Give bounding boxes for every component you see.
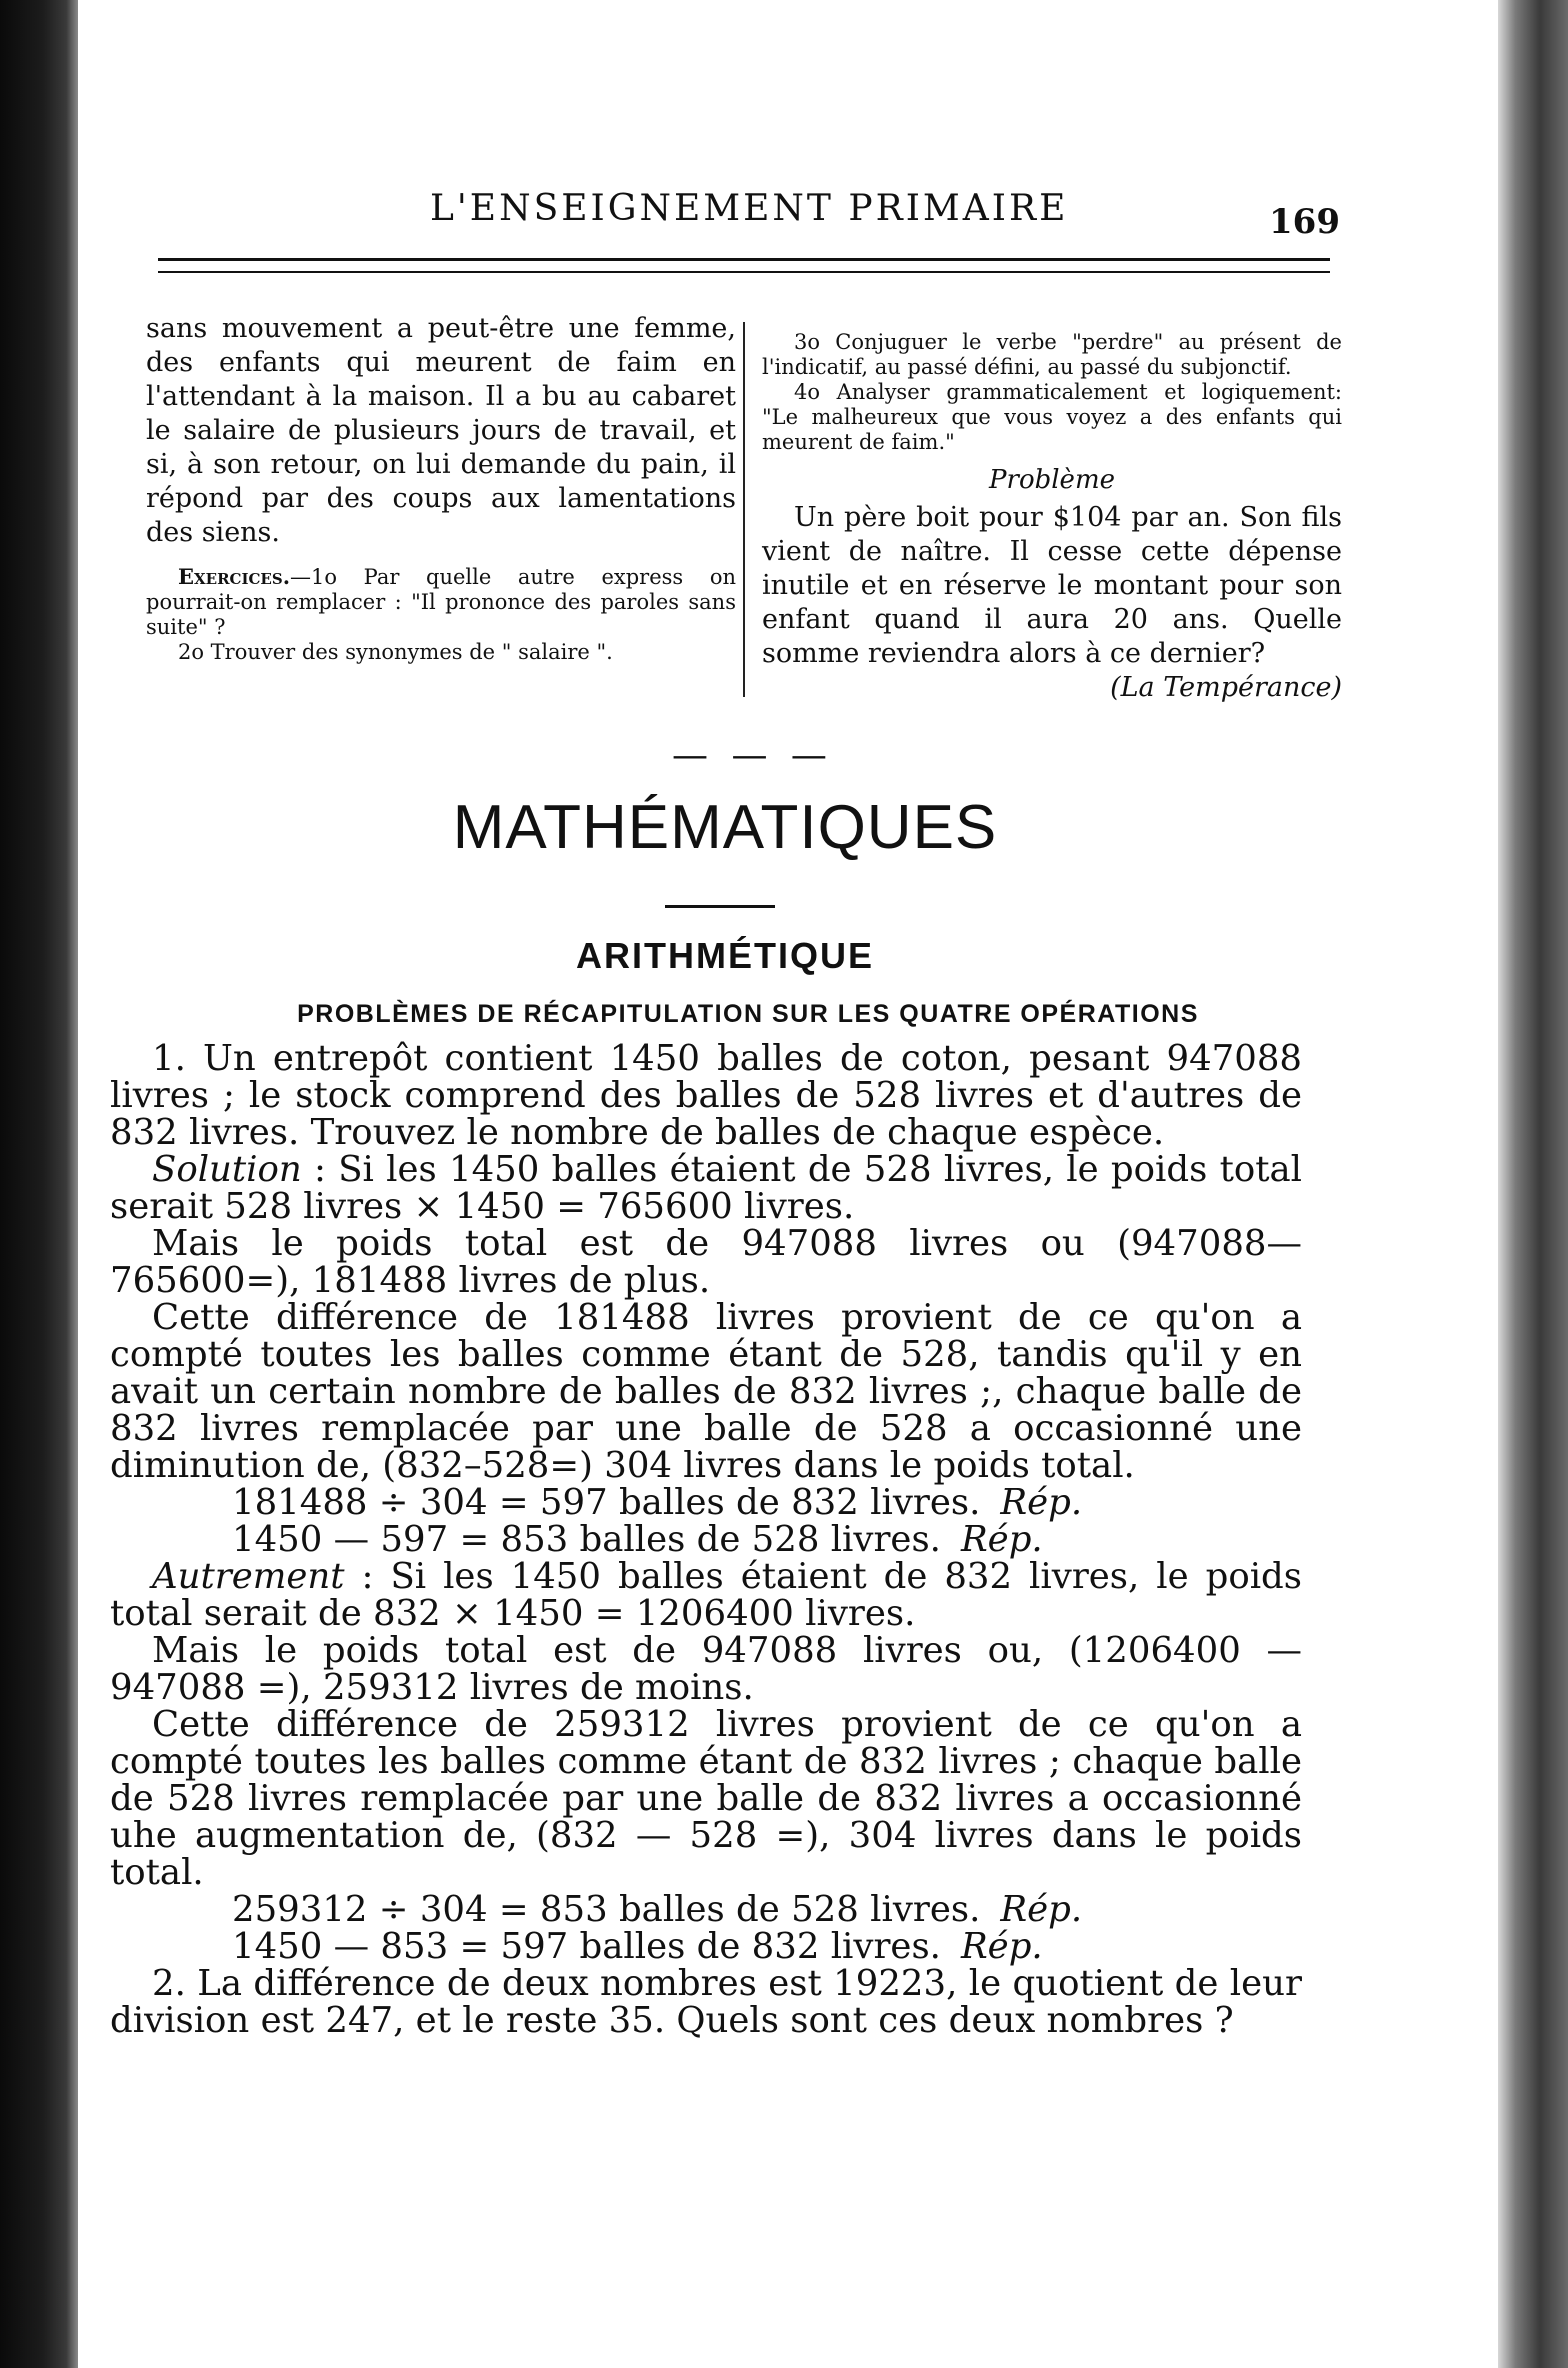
exercise-2: 2o Trouver des synonymes de " salaire ". <box>178 640 613 664</box>
problem1-solution <box>110 1151 1302 1225</box>
problem-text: Un père boit pour $104 par an. Son fils vient de naître. Il cesse cette dépense inutile et en réserve le montant pour son enfant quand il aura 20 ans. Quelle somme reviendra alors à ce dernier? <box>762 502 1342 669</box>
left-column <box>146 312 736 665</box>
solution-text: : Si les 1450 balles étaient de 528 livres, le poids total serait 528 livres × 1450 = 765600 livres. <box>110 1149 1302 1227</box>
problem2-statement: 2. La différence de deux nombres est 19223, le quotient de leur division est 247, et le reste 35. Quels sont ces deux nombres ? <box>110 1963 1302 2041</box>
subheading: PROBLÈMES DE RÉCAPITULATION SUR LES QUATRE OPÉRATIONS <box>297 1000 1199 1028</box>
calc-4-text: 1450 — 853 = 597 balles de 832 livres. <box>232 1926 941 1967</box>
left-paragraph: sans mouvement a peut-être une femme, des enfants qui meurent de faim en l'attendant à la maison. Il a bu au cabaret le salaire de plusieurs jours de travail, et si, à son retour, on lui demande du pain, il répond par des coups aux lamentations des siens. <box>146 313 736 548</box>
calc-2 <box>110 1521 1302 1558</box>
rep-label: Rép. <box>1000 1482 1083 1523</box>
problem1-autrement <box>110 1558 1302 1632</box>
page-number: 169 <box>1269 202 1340 242</box>
calc-2-text: 1450 — 597 = 853 balles de 528 livres. <box>232 1519 941 1560</box>
problem1-para6: Cette différence de 259312 livres provient de ce qu'on a compté toutes les balles comme étant de 832 livres ; chaque balle de 528 livres remplacée par une balle de 832 livres a occasionné uhe augmentation de, (832 — 528 =), 304 livres dans le poids total. <box>110 1704 1302 1893</box>
document-page <box>110 0 1340 2368</box>
column-divider <box>743 322 745 697</box>
problem1-para3: Cette différence de 181488 livres provient de ce qu'on a compté toutes les balles comme étant de 528, tandis qu'il y en avait un certain nombre de balles de 832 livres ;, chaque balle de 832 livres remplacée par une balle de 528 a occasionné une diminution de, (832–528=) 304 livres dans le poids total. <box>110 1297 1302 1486</box>
page-header <box>110 188 1340 248</box>
separator-dashes: — — — <box>672 735 833 776</box>
calc-4 <box>110 1928 1302 1965</box>
rep-label: Rép. <box>960 1519 1043 1560</box>
calc-3-text: 259312 ÷ 304 = 853 balles de 528 livres. <box>232 1889 981 1930</box>
section-rule <box>665 905 775 908</box>
exercises-label: Exercices. <box>178 564 291 589</box>
scan-border-left <box>0 0 78 2368</box>
calc-3 <box>110 1891 1302 1928</box>
exercise-4: 4o Analyser grammaticalement et logiquement: "Le malheureux que vous voyez a des enfants qui meurent de faim." <box>762 380 1342 454</box>
running-title: L'ENSEIGNEMENT PRIMAIRE <box>430 188 1069 229</box>
autrement-text: : Si les 1450 balles étaient de 832 livres, le poids total serait de 832 × 1450 = 1206400 livres. <box>110 1556 1302 1634</box>
subsection-title: ARITHMÉTIQUE <box>576 935 874 976</box>
main-text <box>110 1040 1302 2039</box>
calc-1-text: 181488 ÷ 304 = 597 balles de 832 livres. <box>232 1482 981 1523</box>
calc-1 <box>110 1484 1302 1521</box>
problem1-statement: 1. Un entrepôt contient 1450 balles de coton, pesant 947088 livres ; le stock comprend des balles de 528 livres et d'autres de 832 livres. Trouvez le nombre de balles de chaque espèce. <box>110 1038 1302 1153</box>
autrement-label: Autrement <box>152 1556 345 1597</box>
exercise-1-text: —1o Par quelle autre express on pourrait-on remplacer : "Il prononce des paroles sans suite" ? <box>146 565 736 639</box>
problem1-para2: Mais le poids total est de 947088 livres ou (947088—765600=), 181488 livres de plus. <box>110 1223 1302 1301</box>
rep-label: Rép. <box>960 1926 1043 1967</box>
exercise-3: 3o Conjuguer le verbe "perdre" au présent de l'indicatif, au passé défini, au passé du subjonctif. <box>762 330 1342 379</box>
right-column <box>762 330 1342 705</box>
solution-label: Solution <box>152 1149 302 1190</box>
problem1-para5: Mais le poids total est de 947088 livres ou, (1206400 — 947088 =), 259312 livres de moins. <box>110 1630 1302 1708</box>
scan-border-right <box>1498 0 1568 2368</box>
rep-label: Rép. <box>1000 1889 1083 1930</box>
header-rule <box>158 258 1330 273</box>
section-title: MATHÉMATIQUES <box>452 793 998 862</box>
problem-source: (La Tempérance) <box>1110 672 1342 703</box>
problem-title: Problème <box>989 465 1115 495</box>
exercise-1 <box>146 564 736 640</box>
